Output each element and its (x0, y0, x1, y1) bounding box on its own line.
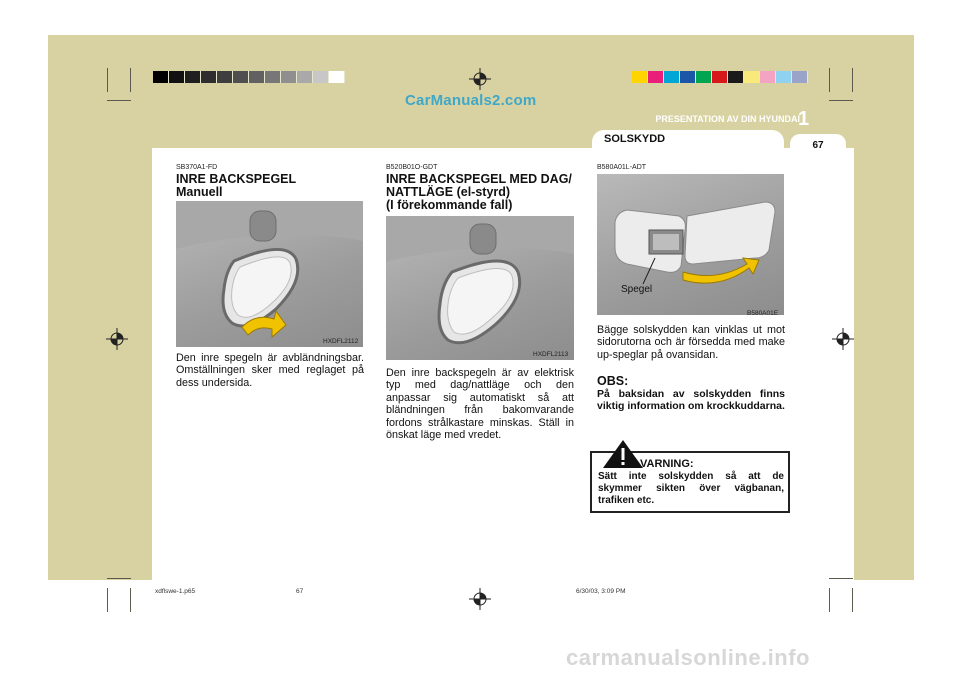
registration-target-icon (469, 588, 491, 610)
obs-text: På baksidan av solskydden finns viktig information om krockkuddarna. (597, 388, 785, 413)
col2-heading-line2: NATTLÄGE (el-styrd) (386, 185, 511, 199)
col1-photo-caption: HXDFL2112 (323, 338, 359, 345)
col1-code: SB370A1-FD (176, 164, 218, 171)
col2-code: B520B01O-GDT (386, 164, 438, 171)
color-swatch (680, 71, 696, 83)
color-swatch (776, 71, 792, 83)
col1-body-text: Den inre spegeln är avbländningsbar. Omställningen sker med reglaget på dess undersida. (176, 352, 364, 389)
warning-box (590, 451, 790, 513)
registration-target-icon (832, 328, 854, 350)
spegel-label: Spegel (621, 284, 653, 295)
footer-filename: xdflswe-1.p65 (155, 588, 196, 595)
gray-swatch (233, 71, 249, 83)
color-swatch (712, 71, 728, 83)
col2-body-text: Den inre backspegeln är av elektrisk typ med dag/nattläge och den anpassar sig automatiskt så att bländningen från bakomvarande fordons strålkastare minskas. Ställ in önskat läge med vredet. (386, 367, 574, 442)
footer-date: 6/30/03, 3:09 PM (576, 588, 626, 595)
gray-swatch (297, 71, 313, 83)
grayscale-calibration-bar (153, 71, 345, 83)
col2-heading-line3: (I förekommande fall) (386, 198, 513, 212)
col1-heading-line1: INRE BACKSPEGEL (176, 172, 297, 186)
section-tab (592, 130, 784, 154)
gray-swatch (249, 71, 265, 83)
page-number-tab (790, 134, 846, 154)
sun-visor-photo (597, 174, 784, 315)
gray-swatch (185, 71, 201, 83)
color-swatch (648, 71, 664, 83)
col1-heading (176, 173, 296, 199)
footer-page: 67 (296, 588, 304, 595)
registration-target-icon (106, 328, 128, 350)
gray-swatch (201, 71, 217, 83)
obs-heading: OBS: (597, 374, 629, 388)
auto-dimming-mirror-photo (386, 216, 574, 360)
color-swatch (792, 71, 808, 83)
col2-heading (386, 173, 572, 212)
col3-body-text: Bägge solskydden kan vinklas ut mot sidorutorna och är försedda med make up-speglar på ovansidan. (597, 324, 785, 361)
section-title: SOLSKYDD (604, 133, 666, 145)
warning-triangle-icon (602, 439, 644, 469)
color-swatch (632, 71, 648, 83)
col1-heading-line2: Manuell (176, 185, 223, 199)
page-number: 67 (812, 140, 824, 151)
warning-title: VARNING: (640, 458, 694, 470)
gray-swatch (313, 71, 329, 83)
col3-photo-caption: B580A01E (747, 310, 779, 317)
chapter-number: 1 (798, 108, 810, 130)
gray-swatch (329, 71, 345, 83)
gray-swatch (265, 71, 281, 83)
color-calibration-bar (632, 71, 808, 83)
rear-mirror-photo (176, 201, 363, 347)
gray-swatch (153, 71, 169, 83)
color-swatch (760, 71, 776, 83)
gray-swatch (281, 71, 297, 83)
warning-text: Sätt inte solskydden så att de skymmer sikten över vägbanan, trafiken etc. (598, 471, 784, 506)
col2-photo-caption: HXDFL2113 (533, 351, 569, 358)
color-swatch (728, 71, 744, 83)
watermark-bottom[interactable]: carmanualsonline.info (566, 645, 810, 670)
gray-swatch (169, 71, 185, 83)
color-swatch (696, 71, 712, 83)
gray-swatch (217, 71, 233, 83)
col3-code: B580A01L-ADT (597, 164, 647, 171)
col2-heading-line1: INRE BACKSPEGEL MED DAG/ (386, 172, 572, 186)
watermark-top[interactable]: CarManuals2.com (405, 92, 537, 109)
color-swatch (664, 71, 680, 83)
chapter-title: PRESENTATION AV DIN HYUNDAI (655, 114, 800, 124)
color-swatch (744, 71, 760, 83)
registration-target-icon (469, 68, 491, 90)
